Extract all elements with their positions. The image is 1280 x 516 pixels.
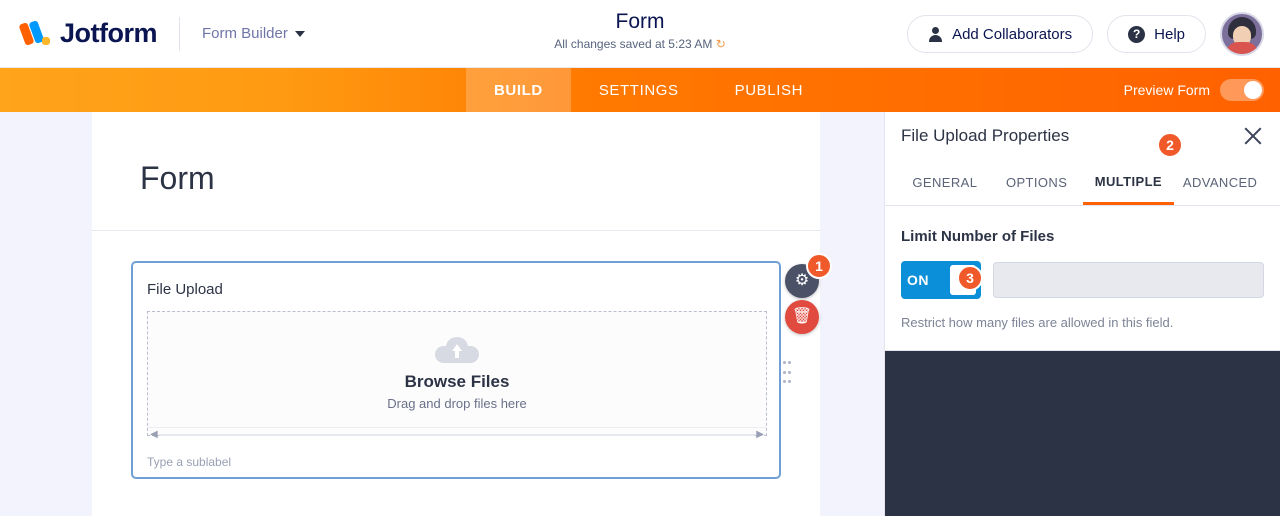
delete-field-button[interactable] xyxy=(785,300,819,334)
avatar[interactable] xyxy=(1220,12,1264,56)
scrollbar-track xyxy=(159,434,755,436)
preview-form-toggle[interactable] xyxy=(1220,79,1264,101)
brand-name: Jotform xyxy=(60,18,157,48)
panel-title: File Upload Properties xyxy=(901,126,1070,145)
form-canvas xyxy=(0,112,884,516)
help-label: Help xyxy=(1154,25,1185,43)
properties-panel xyxy=(884,112,1280,516)
limit-row xyxy=(901,261,1264,299)
file-upload-label: File Upload xyxy=(147,281,223,298)
tab-multiple[interactable]: MULTIPLE xyxy=(1083,160,1175,205)
heading-divider xyxy=(92,230,820,231)
limit-number-of-files-label: Limit Number of Files xyxy=(901,228,1055,245)
resize-dots-icon[interactable] xyxy=(783,361,791,383)
step-marker-3: 3 xyxy=(957,265,983,291)
tab-build[interactable]: BUILD xyxy=(466,68,571,112)
tab-options[interactable]: OPTIONS xyxy=(1005,175,1068,190)
sublabel-placeholder[interactable]: Type a sublabel xyxy=(147,455,232,469)
tab-publish[interactable]: PUBLISH xyxy=(734,81,804,99)
tab-settings[interactable]: SETTINGS xyxy=(598,81,679,99)
page-title: Form xyxy=(615,10,665,33)
close-icon[interactable] xyxy=(1242,125,1264,147)
step-marker-1: 1 xyxy=(806,253,832,279)
refresh-icon[interactable]: ↻ xyxy=(715,37,726,51)
form-builder-menu[interactable] xyxy=(202,25,305,42)
panel-header xyxy=(885,112,1280,160)
help-button[interactable] xyxy=(1107,15,1206,53)
file-dropzone[interactable] xyxy=(147,311,767,436)
drag-drop-label: Drag and drop files here xyxy=(387,396,527,411)
question-mark-icon: ? xyxy=(1128,26,1145,43)
limit-files-hint: Restrict how many files are allowed in this field. xyxy=(901,315,1174,330)
jotform-logo-icon xyxy=(20,19,52,49)
horizontal-scrollbar[interactable] xyxy=(147,427,767,441)
browse-files-label[interactable]: Browse Files xyxy=(404,372,510,391)
form-builder-menu-label: Form Builder xyxy=(202,25,288,42)
add-collaborators-button[interactable] xyxy=(907,15,1093,53)
preview-form-control xyxy=(1124,68,1264,112)
file-upload-field[interactable] xyxy=(131,261,781,479)
limit-files-toggle-label: ON xyxy=(907,272,929,288)
form-sheet xyxy=(92,112,820,516)
top-bar-actions xyxy=(907,0,1264,68)
top-bar xyxy=(0,0,1280,68)
form-heading: Form xyxy=(140,160,215,196)
trash-icon: 🗑 xyxy=(791,308,813,325)
preview-form-label: Preview Form xyxy=(1123,82,1210,98)
main-nav xyxy=(0,68,1280,112)
save-status-text: All changes saved at 5:23 AM xyxy=(554,37,713,51)
gear-icon: ⚙ xyxy=(794,272,810,289)
limit-files-input[interactable] xyxy=(993,262,1264,298)
chevron-down-icon xyxy=(295,31,305,37)
step-marker-2: 2 xyxy=(1157,132,1183,158)
panel-tabs xyxy=(885,137,1280,206)
panel-empty-area xyxy=(885,351,1280,516)
tab-general[interactable]: GENERAL xyxy=(912,175,978,190)
add-collaborators-label: Add Collaborators xyxy=(952,25,1073,43)
cloud-upload-icon xyxy=(435,336,479,366)
scroll-left-icon[interactable]: ◀ xyxy=(150,429,158,440)
panel-body xyxy=(885,206,1280,330)
tab-advanced[interactable]: ADVANCED xyxy=(1182,175,1258,190)
divider xyxy=(179,17,180,51)
person-icon xyxy=(928,27,943,42)
toggle-knob xyxy=(1244,81,1262,99)
scroll-right-icon[interactable]: ▶ xyxy=(756,429,764,440)
nav-spacer xyxy=(0,68,466,112)
jotform-logo[interactable] xyxy=(20,18,157,49)
